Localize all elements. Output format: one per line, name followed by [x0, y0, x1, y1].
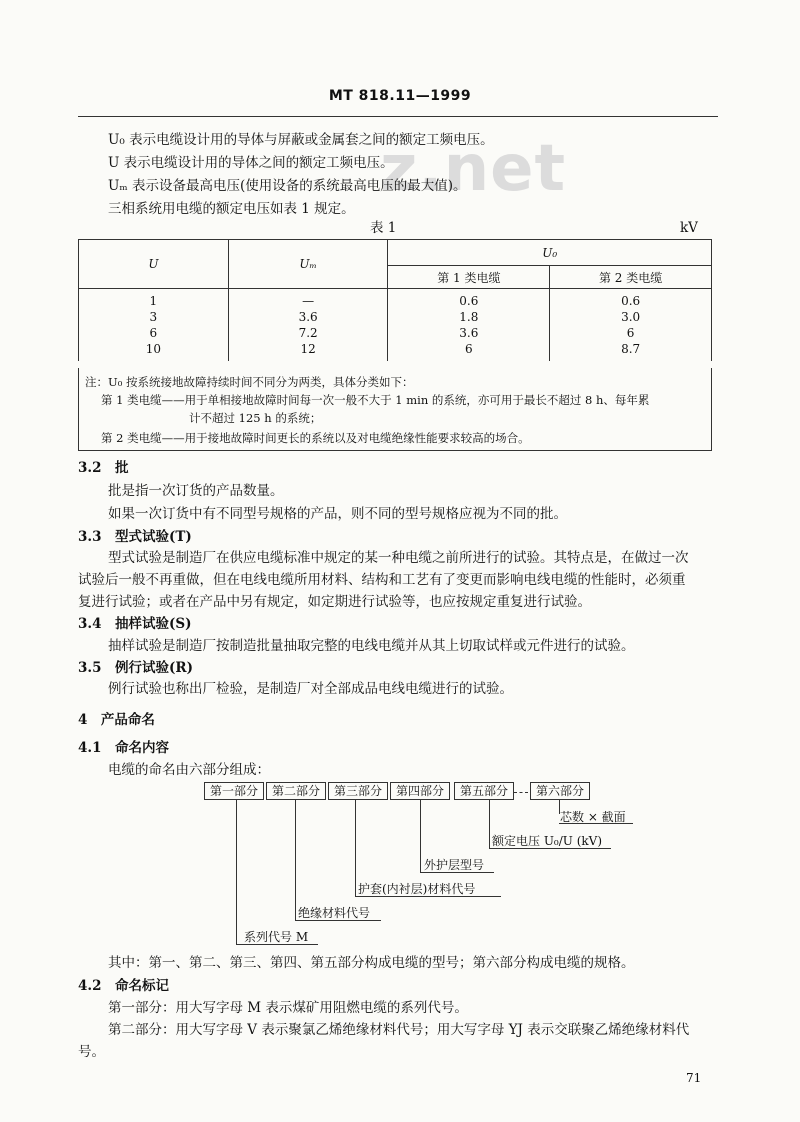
connector [355, 800, 356, 896]
table-row [79, 309, 712, 325]
part-6-box: 第六部分 [530, 782, 590, 800]
def-u0: U₀ 表示电缆设计用的导体与屏蔽或金属套之间的额定工频电压。 [108, 132, 494, 148]
cell-cat2: 0.6 [550, 289, 712, 310]
part-3-box: 第三部分 [328, 782, 388, 800]
section-3-2-p1: 批是指一次订货的产品数量。 [108, 483, 284, 499]
table-row [79, 341, 712, 361]
connector [489, 800, 490, 848]
th-cat1: 第 1 类电缆 [388, 266, 550, 289]
label-series: 系列代号 M [244, 930, 309, 944]
def-um: Uₘ 表示设备最高电压(使用设备的系统最高电压的最大值)。 [108, 178, 467, 194]
cell-cat1: 0.6 [388, 289, 550, 310]
cell-cat1: 1.8 [388, 309, 550, 325]
section-3-3-heading: 3.3 型式试验(T) [78, 529, 192, 545]
cell-u: 1 [79, 289, 229, 310]
label-inner-sheath: 护套(内衬层)材料代号 [358, 882, 476, 896]
section-3-4-p1: 抽样试验是制造厂按制造批量抽取完整的电线电缆并从其上切取试样或元件进行的试验。 [108, 638, 635, 654]
table-note [78, 368, 712, 451]
cell-cat2: 6 [550, 325, 712, 341]
page-number: 71 [686, 1071, 702, 1085]
note-line-3: 计不超过 125 h 的系统； [189, 411, 322, 425]
th-u0: U₀ [388, 240, 712, 266]
separator-dash [514, 792, 528, 793]
cell-um: 12 [228, 341, 388, 361]
part-1-box: 第一部分 [204, 782, 264, 800]
cell-u: 3 [79, 309, 229, 325]
note-line-4: 第 2 类电缆——用于接地故障时间更长的系统以及对电缆绝缘性能要求较高的场合。 [101, 431, 530, 445]
section-4-1-intro: 电缆的命名由六部分组成： [108, 762, 270, 778]
th-u: U [79, 240, 229, 289]
th-cat2: 第 2 类电缆 [550, 266, 712, 289]
cell-cat2: 3.0 [550, 309, 712, 325]
section-3-5-heading: 3.5 例行试验(R) [78, 660, 193, 676]
label-cores-section: 芯数 × 截面 [560, 810, 626, 824]
section-4-2-p1: 第一部分：用大写字母 M 表示煤矿用阻燃电缆的系列代号。 [108, 1000, 468, 1016]
table-intro: 三相系统用电缆的额定电压如表 1 规定。 [108, 201, 355, 217]
section-4-2-p2a: 第二部分：用大写字母 V 表示聚氯乙烯绝缘材料代号；用大写字母 YJ 表示交联聚乙烯绝缘材料代 [108, 1022, 690, 1038]
part-5-box: 第五部分 [454, 782, 514, 800]
section-4-heading: 4 产品命名 [78, 712, 155, 728]
cell-cat2: 8.7 [550, 341, 712, 361]
table-unit: kV [680, 220, 698, 236]
connector [295, 800, 296, 920]
header-rule [78, 116, 718, 117]
label-insulation: 绝缘材料代号 [298, 906, 371, 920]
cell-um: 3.6 [228, 309, 388, 325]
note-line-1: 注：U₀ 按系统接地故障持续时间不同分为两类，具体分类如下： [85, 375, 414, 389]
connector [420, 800, 421, 872]
section-4-1-after: 其中：第一、第二、第三、第四、第五部分构成电缆的型号；第六部分构成电缆的规格。 [108, 955, 635, 971]
cell-cat1: 3.6 [388, 325, 550, 341]
part-2-box: 第二部分 [266, 782, 326, 800]
section-3-3-line-1: 型式试验是制造厂在供应电缆标准中规定的某一种电缆之前所进行的试验。其特点是，在做过一次 [108, 550, 689, 566]
table-title: 表 1 [370, 220, 397, 236]
section-4-2-heading: 4.2 命名标记 [78, 978, 169, 994]
rated-voltage-table [78, 239, 712, 361]
note-line-2: 第 1 类电缆——用于单相接地故障时间每一次一般不大于 1 min 的系统，亦可用于最长不超过 8 h、每年累 [101, 393, 650, 407]
section-4-1-heading: 4.1 命名内容 [78, 740, 169, 756]
connector [236, 800, 237, 944]
watermark: z.net [380, 132, 567, 206]
cell-cat1: 6 [388, 341, 550, 361]
cell-u: 10 [79, 341, 229, 361]
th-um: Uₘ [228, 240, 388, 289]
section-3-2-p2: 如果一次订货中有不同型号规格的产品，则不同的型号规格应视为不同的批。 [108, 506, 567, 522]
section-3-3-line-2: 试验后一般不再重做，但在电线电缆所用材料、结构和工艺有了变更而影响电线电缆的性能时，必须重 [78, 572, 686, 588]
cell-u: 6 [79, 325, 229, 341]
section-3-2-heading: 3.2 批 [78, 460, 129, 476]
section-3-5-p1: 例行试验也称出厂检验，是制造厂对全部成品电线电缆进行的试验。 [108, 681, 513, 697]
label-outer-sheath: 外护层型号 [424, 858, 485, 872]
section-3-3-line-3: 复进行试验；或者在产品中另有规定，如定期进行试验等，也应按规定重复进行试验。 [78, 594, 591, 610]
standard-code-header: MT 818.11—1999 [328, 88, 472, 104]
label-rated-voltage: 额定电压 U₀/U (kV) [492, 834, 603, 848]
section-3-4-heading: 3.4 抽样试验(S) [78, 616, 192, 632]
table-row [79, 325, 712, 341]
part-4-box: 第四部分 [390, 782, 450, 800]
section-4-2-p2b: 号。 [78, 1044, 105, 1060]
cell-um: 7.2 [228, 325, 388, 341]
def-u: U 表示电缆设计用的导体之间的额定工频电压。 [108, 155, 394, 171]
table-row [79, 289, 712, 310]
cell-um: — [228, 289, 388, 310]
